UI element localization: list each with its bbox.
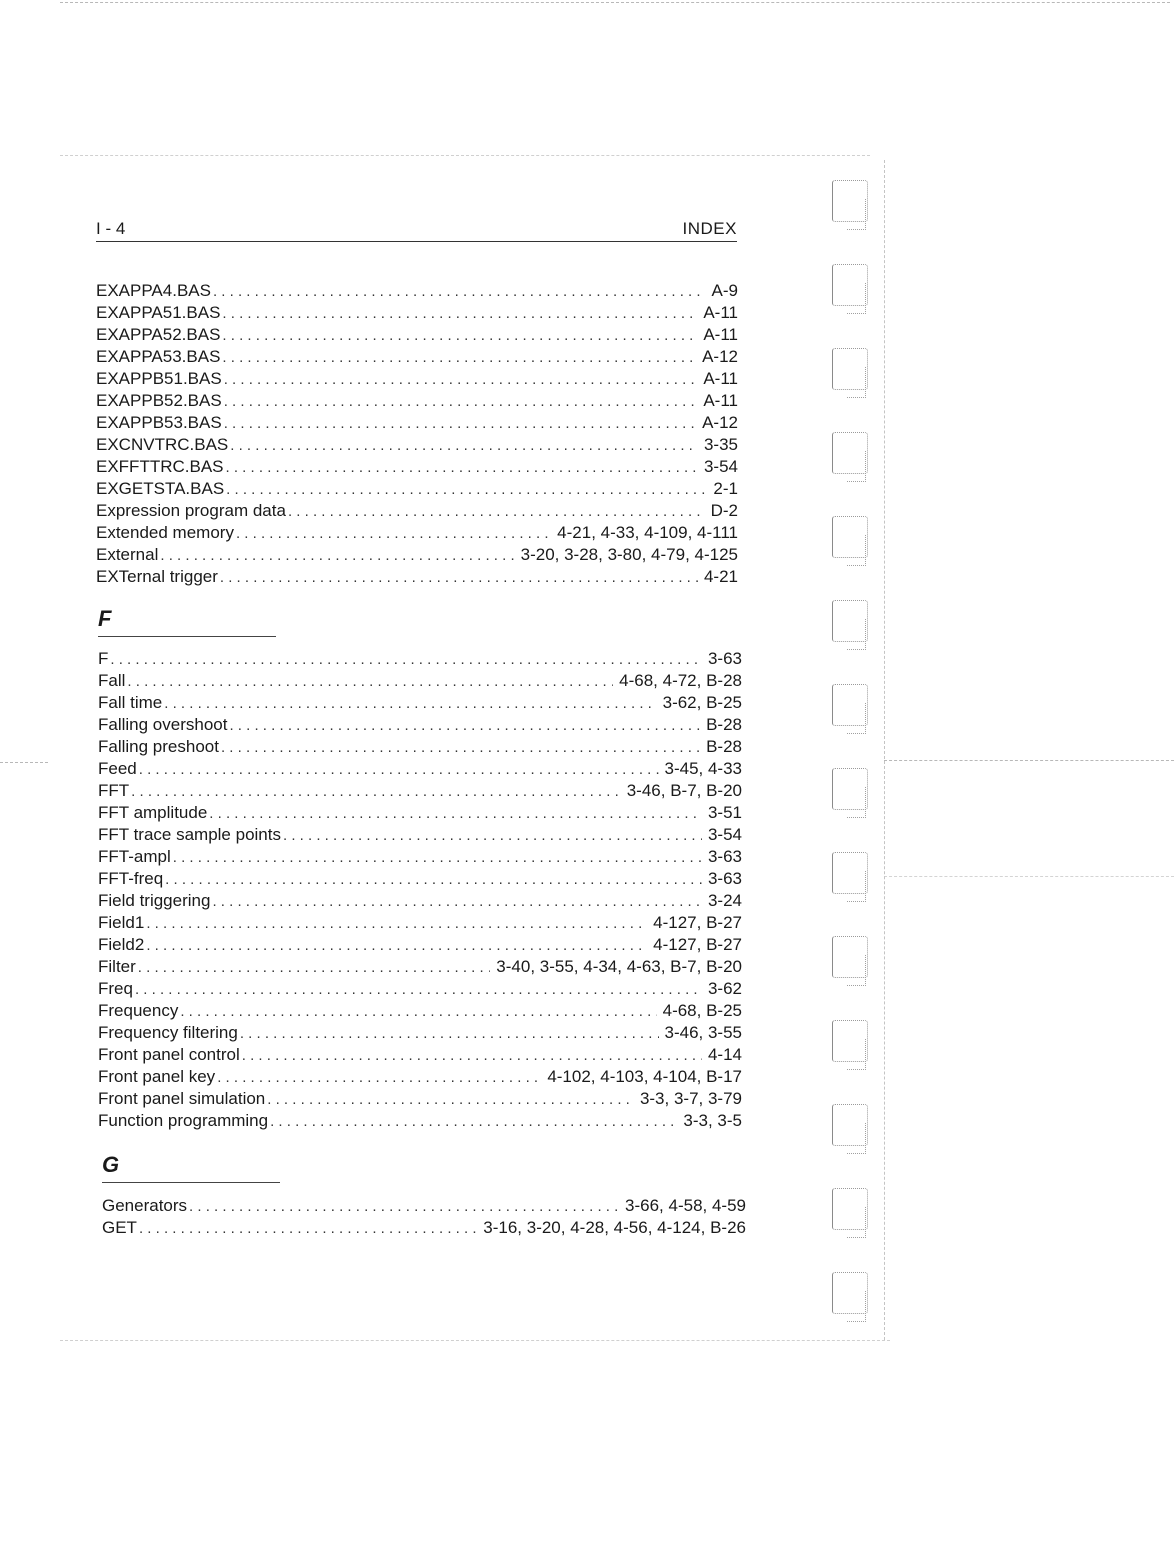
scan-edge-bottom — [60, 1340, 890, 1341]
leader-dots — [189, 1196, 619, 1217]
leader-dots — [213, 281, 706, 302]
leader-dots — [212, 891, 702, 912]
index-tab — [832, 852, 868, 894]
section-heading-f: F — [98, 606, 276, 637]
page-title: INDEX — [682, 219, 737, 238]
leader-dots — [226, 479, 707, 500]
index-entry — [98, 1022, 742, 1044]
index-entry — [96, 456, 738, 478]
leader-dots — [229, 715, 700, 736]
index-tab — [832, 516, 868, 558]
leader-dots — [224, 369, 698, 390]
index-term: EXAPPB52.BAS — [96, 391, 222, 410]
index-entry — [98, 1088, 742, 1110]
leader-dots — [222, 325, 697, 346]
index-pages: 2-1 — [713, 479, 738, 498]
index-entry — [98, 714, 742, 736]
leader-dots — [209, 803, 702, 824]
index-tab — [832, 180, 868, 222]
index-pages: 3-46, 3-55 — [664, 1023, 742, 1042]
page-header — [96, 219, 737, 242]
index-term: EXGETSTA.BAS — [96, 479, 225, 498]
index-entry — [98, 692, 742, 714]
index-pages: 3-54 — [707, 825, 742, 844]
leader-dots — [226, 457, 698, 478]
index-term: External — [96, 545, 159, 564]
index-term: F — [98, 649, 109, 668]
index-tab — [832, 432, 868, 474]
index-term: Front panel simulation — [98, 1089, 266, 1108]
index-entry — [96, 434, 738, 456]
leader-dots — [160, 545, 514, 566]
index-tab — [832, 600, 868, 642]
scan-edge-left-mid — [0, 762, 48, 763]
leader-dots — [173, 847, 702, 868]
index-entry — [98, 1110, 742, 1132]
index-pages: 3-63 — [707, 847, 742, 866]
index-entry — [96, 566, 738, 588]
index-term: EXFFTTRC.BAS — [96, 457, 224, 476]
page-number: I - 4 — [96, 219, 126, 238]
index-entry — [96, 500, 738, 522]
leader-dots — [165, 869, 702, 890]
index-pages: B-28 — [706, 715, 742, 734]
leader-dots — [127, 671, 613, 692]
index-section-f — [98, 648, 742, 1132]
index-term: Feed — [98, 759, 137, 778]
index-tab — [832, 264, 868, 306]
index-term: Expression program data — [96, 501, 286, 520]
index-pages: 3-63 — [707, 869, 742, 888]
leader-dots — [242, 1045, 702, 1066]
index-term: Front panel control — [98, 1045, 240, 1064]
leader-dots — [270, 1111, 677, 1132]
index-tab — [832, 1020, 868, 1062]
leader-dots — [131, 781, 621, 802]
index-pages: A-9 — [711, 281, 738, 300]
leader-dots — [283, 825, 702, 846]
index-entry — [96, 302, 738, 324]
index-pages: A-11 — [703, 391, 738, 410]
index-pages: 3-63 — [707, 649, 742, 668]
index-entry — [96, 280, 738, 302]
leader-dots — [164, 693, 656, 714]
leader-dots — [288, 501, 705, 522]
index-term: FFT-freq — [98, 869, 164, 888]
leader-dots — [146, 935, 647, 956]
index-entry — [98, 1044, 742, 1066]
index-pages: 4-102, 4-103, 4-104, B-17 — [547, 1067, 742, 1086]
index-entry — [98, 802, 742, 824]
index-pages: 3-45, 4-33 — [664, 759, 742, 778]
index-term: FFT trace sample points — [98, 825, 281, 844]
index-term: Fall time — [98, 693, 163, 712]
index-term: FFT amplitude — [98, 803, 208, 822]
leader-dots — [224, 413, 696, 434]
index-term: Falling overshoot — [98, 715, 228, 734]
index-term: GET — [102, 1218, 137, 1237]
leader-dots — [217, 1067, 541, 1088]
index-entry — [98, 824, 742, 846]
index-entry — [98, 978, 742, 1000]
leader-dots — [240, 1023, 659, 1044]
index-pages: 4-14 — [707, 1045, 742, 1064]
index-entry — [98, 1066, 742, 1088]
index-entry — [98, 846, 742, 868]
index-entry — [98, 868, 742, 890]
leader-dots — [222, 303, 697, 324]
index-term: FFT-ampl — [98, 847, 171, 866]
index-entry — [98, 934, 742, 956]
index-term: Falling preshoot — [98, 737, 219, 756]
index-entry — [96, 368, 738, 390]
scan-edge-tab-margin — [884, 160, 885, 1340]
index-term: Generators — [102, 1196, 188, 1215]
index-term: Frequency — [98, 1001, 179, 1020]
index-term: EXAPPA4.BAS — [96, 281, 211, 300]
index-pages: 3-46, B-7, B-20 — [626, 781, 742, 800]
index-term: EXTernal trigger — [96, 567, 218, 586]
index-pages: 3-3, 3-5 — [683, 1111, 742, 1130]
index-entry — [98, 670, 742, 692]
index-pages: A-12 — [702, 413, 738, 432]
leader-dots — [267, 1089, 634, 1110]
index-entry — [98, 758, 742, 780]
leader-dots — [236, 523, 551, 544]
index-term: Function programming — [98, 1111, 269, 1130]
index-section-g — [102, 1195, 746, 1239]
index-pages: 4-21 — [703, 567, 738, 586]
leader-dots — [139, 1218, 477, 1239]
index-entry — [98, 956, 742, 978]
index-pages: 3-40, 3-55, 4-34, 4-63, B-7, B-20 — [496, 957, 742, 976]
leader-dots — [110, 649, 702, 670]
index-tab — [832, 1272, 868, 1314]
index-pages: 3-62, B-25 — [662, 693, 742, 712]
leader-dots — [221, 737, 700, 758]
index-tab — [832, 936, 868, 978]
index-pages: 3-20, 3-28, 3-80, 4-79, 4-125 — [520, 545, 738, 564]
index-entry — [98, 912, 742, 934]
index-pages: A-12 — [702, 347, 738, 366]
index-pages: 3-24 — [707, 891, 742, 910]
index-entry — [96, 478, 738, 500]
leader-dots — [224, 391, 698, 412]
index-section-e — [96, 280, 738, 588]
index-term: FFT — [98, 781, 130, 800]
index-entry — [96, 412, 738, 434]
index-pages: 4-68, B-25 — [662, 1001, 742, 1020]
index-entry — [96, 346, 738, 368]
section-heading-g: G — [102, 1152, 280, 1183]
index-tab — [832, 1188, 868, 1230]
index-pages: A-11 — [703, 325, 738, 344]
leader-dots — [220, 567, 698, 588]
leader-dots — [138, 957, 491, 978]
index-entry — [98, 1000, 742, 1022]
index-pages: 4-21, 4-33, 4-109, 4-111 — [557, 523, 738, 542]
leader-dots — [230, 435, 698, 456]
index-pages: 3-66, 4-58, 4-59 — [625, 1196, 746, 1215]
leader-dots — [135, 979, 702, 1000]
index-pages: 4-127, B-27 — [653, 913, 742, 932]
leader-dots — [222, 347, 696, 368]
index-tab — [832, 768, 868, 810]
index-tab-strip — [822, 180, 878, 1356]
index-entry — [98, 648, 742, 670]
index-term: Filter — [98, 957, 136, 976]
index-term: Field2 — [98, 935, 145, 954]
index-entry — [98, 736, 742, 758]
index-pages: A-11 — [703, 303, 738, 322]
index-term: EXAPPB51.BAS — [96, 369, 222, 388]
index-term: Extended memory — [96, 523, 234, 542]
index-tab — [832, 348, 868, 390]
index-term: Field triggering — [98, 891, 211, 910]
scan-edge-upper — [60, 155, 870, 156]
index-term: Fall — [98, 671, 126, 690]
index-pages: A-11 — [703, 369, 738, 388]
index-pages: D-2 — [710, 501, 738, 520]
index-term: Frequency filtering — [98, 1023, 238, 1042]
index-entry — [96, 324, 738, 346]
index-entry — [102, 1195, 746, 1217]
index-tab — [832, 1104, 868, 1146]
index-entry — [96, 544, 738, 566]
index-term: EXAPPB53.BAS — [96, 413, 222, 432]
index-pages: 3-54 — [703, 457, 738, 476]
index-entry — [102, 1217, 746, 1239]
index-entry — [96, 390, 738, 412]
leader-dots — [139, 759, 659, 780]
index-entry — [98, 890, 742, 912]
leader-dots — [146, 913, 647, 934]
scan-edge-top — [60, 2, 1170, 3]
index-term: EXAPPA52.BAS — [96, 325, 221, 344]
index-term: EXAPPA51.BAS — [96, 303, 221, 322]
index-pages: 4-68, 4-72, B-28 — [619, 671, 742, 690]
index-entry — [98, 780, 742, 802]
index-pages: 3-51 — [707, 803, 742, 822]
index-term: Front panel key — [98, 1067, 216, 1086]
index-entry — [96, 522, 738, 544]
index-term: EXAPPA53.BAS — [96, 347, 221, 366]
leader-dots — [180, 1001, 656, 1022]
index-pages: 3-16, 3-20, 4-28, 4-56, 4-124, B-26 — [483, 1218, 746, 1237]
index-term: Freq — [98, 979, 133, 998]
index-pages: B-28 — [706, 737, 742, 756]
scan-edge-right-mid — [884, 760, 1174, 761]
index-term: Field1 — [98, 913, 145, 932]
index-pages: 3-62 — [707, 979, 742, 998]
index-tab — [832, 684, 868, 726]
scan-edge-right-lower — [884, 876, 1174, 877]
index-pages: 3-3, 3-7, 3-79 — [639, 1089, 742, 1108]
index-pages: 4-127, B-27 — [653, 935, 742, 954]
index-pages: 3-35 — [703, 435, 738, 454]
index-term: EXCNVTRC.BAS — [96, 435, 229, 454]
